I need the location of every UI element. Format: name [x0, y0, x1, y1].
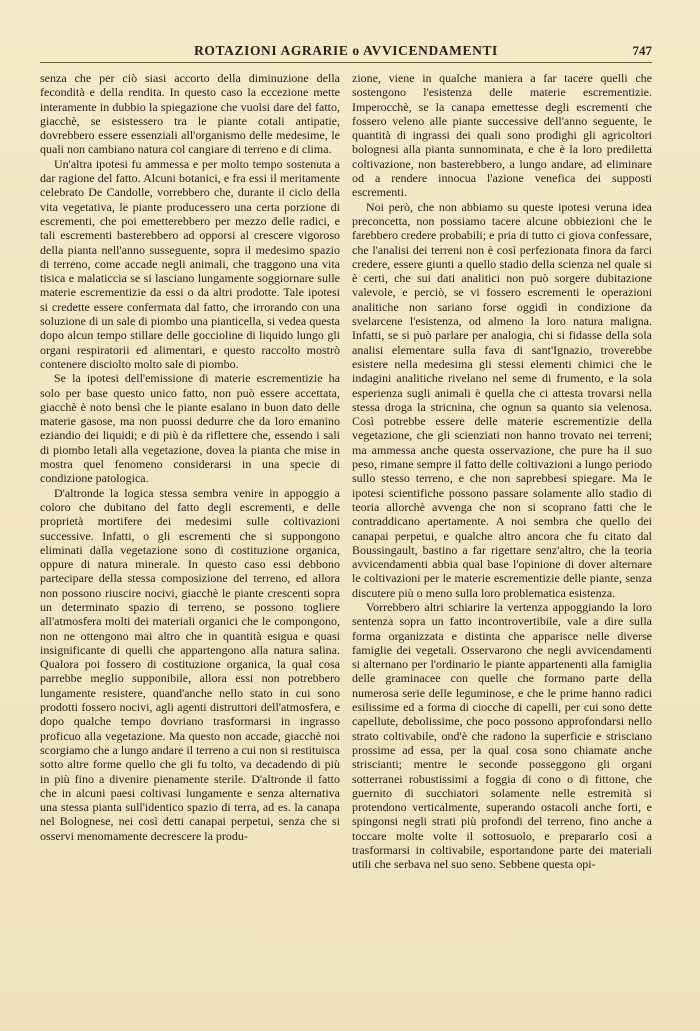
right-text-column: [352, 71, 652, 872]
paragraph: Un'altra ipotesi fu ammessa e per molto tempo sostenuta a dar ragione del fatto. Alcuni botanici, e fra essi il meritamente celebrato De Candolle, vorrebbero che, durante il ciclo della vita vegetativa, le piante producessero una certa porzione di escrementi, che poi emetterebbero per mezzo delle radici, e tali escrementi basterebbero ad opporsi al crescere vigoroso della pianta nell'anno susseguente, sopra il medesimo spazio di terreno, come accade negli animali, che traggono una vita tisica e malaticcia se si lasciano lungamente soggiornare sulle materie escrementizie da essi o da altri prodotte. Tale ipotesi si credette essere confermata dal fatto, che irrorando con una soluzione di un sale di piombo una pianticella, si vedea questa dopo alcun tempo stillare delle goccioline di liquido lungo gli organi respiratorii ed alimentari, e questo raccolto mostrò contenere disciolto molto sale di piombo.: [40, 156, 340, 371]
paragraph: Noi però, che non abbiamo su queste ipotesi veruna idea preconcetta, non possiamo tacere alcune obbiezioni che le farebbero credere probabili; e pria di tutto ci giova confessare, che l'analisi dei terreni non è così perfezionata finora da farci credere, essere giunti a quello stadio della scienza nel quale si è certi, che sui dati analitici non può sorgere dubitazione valevole, e perciò, se vi fossero escrementi le operazioni analitiche non sariano forse oggidì in condizione da svelarcene l'esistenza, od almeno la loro natura maligna. Infatti, se si può parlare per analogia, chi si fidasse della sola analisi elementare sulla fava di sant'Ignazio, troverebbe esistere nella medesima gli stessi elementi chimici che le indagini analitiche rivelano nel seme di frumento, e la sola esperienza sugli animali è quella che ci attesta trovarsi nella stessa droga la stricnina, che ognun sa quanto sia velenosa. Così potrebbe essere delle materie escrementizie della vegetazione, che gli scienziati non hanno trovato nei terreni; ma ammessa anche questa osservazione, che pure ha il suo peso, rimane sempre il fatto delle coltivazioni a lungo periodo sullo stesso terreno, e che non saprebbesi spiegare. Ma le ipotesi scientifiche possono passare solamente allo stadio di teoria allorchè avvenga che non si scoprano fatti che le contraddicano apertamente. A noi sembra che quello dei canapai perpetui, e qualche altro ancora che fu citato dal Boussingault, bastino a far rigettare senz'altro, che la teoria avvicendamenti abbia qual base l'opinione di dover alternare le coltivazioni per le materie escrementizie delle piante, senza discutere più o meno sulla loro problematica esistenza.: [352, 199, 652, 600]
page-number: 747: [632, 43, 652, 58]
running-header: [40, 40, 652, 63]
paragraph: D'altronde la logica stessa sembra venire in appoggio a coloro che dubitano del fatto degli escrementi, e delle proprietà mortifere dei medesimi sulle coltivazioni successive. Infatti, o gli escrementi che si suppongono eliminati dalla vegetazione sono di costituzione organica, oppure di natura minerale. In questo caso essi debbono partecipare della stessa composizione del terreno, ed allora non possono riuscire nocivi, giacchè le piante crescenti sopra un determinato spazio di terreno, se possono togliere all'atmosfera molti dei materiali organici che le compongono, non ne ottengono mai altro che in quantità esigua e quasi insignificante di quelli che appartengono alla natura salina. Qualora poi fossero di costituzione organica, la qual cosa parrebbe meglio supponibile, allora essi non potrebbero lungamente resistere, quand'anche nello stato in cui sono prodotti fossero nocivi, agli agenti distruttori dell'atmosfera, e dopo qualche tempo dovriano trasformarsi in ingrasso proficuo alla vegetazione. Ma questo non accade, giacchè noi scorgiamo che a lungo andare il terreno a cui non si restituisca sotto altre forme quello che gli fu tolto, va decadendo di più in più fino a divenire pienamente sterile. D'altronde il fatto che in alcuni paesi coltivasi lungamente e senza alternativa una stessa pianta sull'identico spazio di terra, ad es. la canapa nel Bolognese, nei così detti canapai perpetui, senza che si osservi menomamente decrescere la produ-: [40, 485, 340, 843]
paragraph: senza che per ciò siasi accorto della diminuzione della fecondità e della rendita. In questo caso la eccezione mette interamente in dubbio la spiegazione che vuolsi dare del fatto, giacchè, se esistessero tra le piante cotali antipatie, dovrebbero essere essenziali all'organismo delle medesime, le quali non cambiano natura col cangiare di terreno e di clima.: [40, 71, 340, 157]
paragraph: Vorrebbero altri schiarire la vertenza appoggiando la loro sentenza sopra un fatto incontrovertibile, vale a dire sulla forma organizzata e distinta che apparisce nelle diverse famiglie dei vegetali. Osservarono che negli avvicendamenti si alternano per l'ordinario le piante appartenenti alla famiglia delle graminacee con quelle che formano parte della numerosa serie delle leguminose, e che le prime hanno radici esilissime ed a forma di ciocche di capelli, per cui sono dette capellute, debolissime, che poco possono approfondarsi nello strato coltivabile, ond'è che radono la superficie e strisciano prossime ad essa, per la qual cosa sono chiamate anche striscianti; mentre le seconde posseggono gli organi sotterranei robustissimi a foggia di cono o di fittone, che guernito di succhiatori solamente nelle estremità si protendono verticalmente, superando ostacoli anche forti, e spingonsi negli strati più profondi del terreno, fino anche a toccare molte volte il sottosuolo, e prepararlo così a trasformarsi in coltivabile, esportandone parte dei materiali utili che serbava nel suo seno. Sebbene questa opi-: [352, 599, 652, 872]
paragraph: Se la ipotesi dell'emissione di materie escrementizie ha solo per base questo unico fatto, non può essere accettata, giacchè è noto bensì che le piante esalano in buon dato delle materie gasose, ma non puossi dedurre che da loro emanino eziandio dei liquidi; e di più è da riflettere che, essendo i sali di piombo letali alla vegetazione, dovea la pianta che mise in mostra quel fenomeno considerarsi in una specie di condizione patologica.: [40, 371, 340, 486]
page-title: ROTAZIONI AGRARIE o AVVICENDAMENTI: [194, 43, 498, 58]
left-text-column: [40, 71, 340, 843]
paragraph: zione, viene in qualche maniera a far tacere quelli che sostengono l'esistenza delle materie escrementizie. Imperocchè, se la canapa emettesse degli escrementi che fossero veleno alle piante successive dell'anno seguente, le quantità di ingrassi dei quali sono prodighi gli agricoltori bolognesi alla pianta sunnominata, e che è la loro prediletta coltivazione, non basterebbero, a lungo andare, ad eliminare od a rendere innocua l'azione venefica dei supposti escrementi.: [352, 71, 652, 200]
